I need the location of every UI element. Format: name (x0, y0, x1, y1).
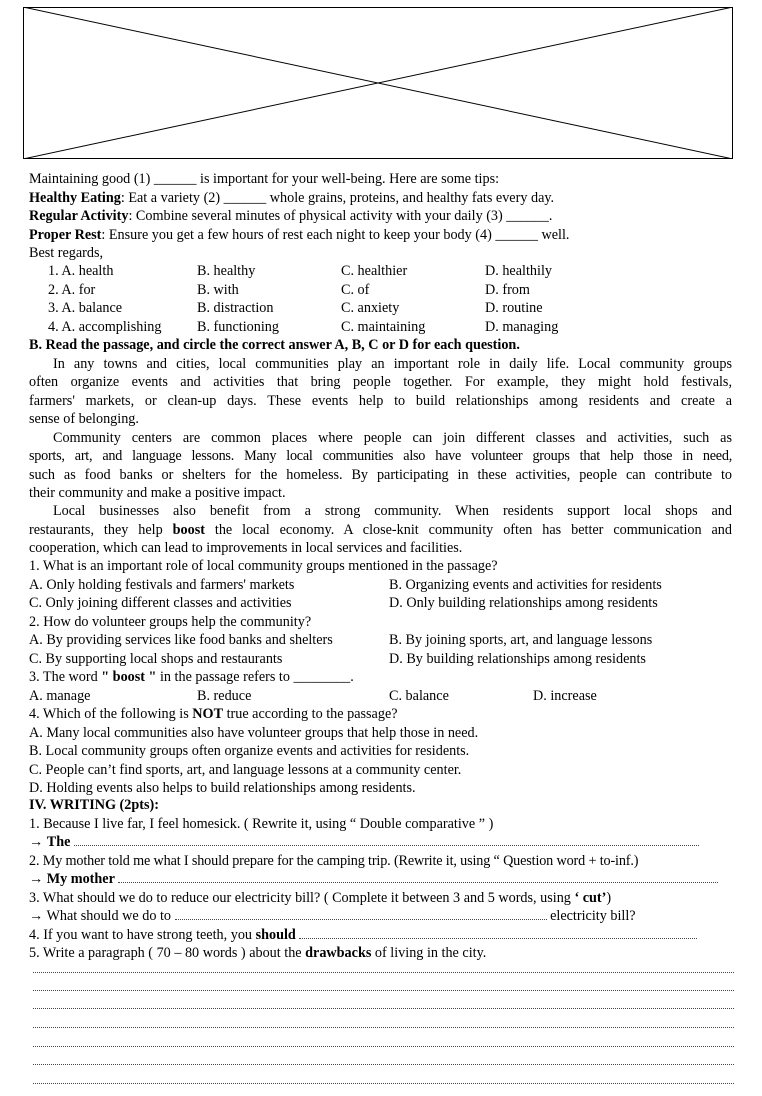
q3-option-b: B. reduce (197, 687, 252, 704)
writing-task-5: 5. Write a paragraph ( 70 – 80 words ) about the drawbacks of living in the city. (29, 945, 487, 961)
answer-line[interactable] (33, 1046, 734, 1047)
reading-heading: B. Read the passage, and circle the correct answer A, B, C or D for each question. (29, 337, 520, 353)
q2-option-b: B. By joining sports, art, and language lessons (389, 632, 653, 648)
writing-heading: IV. WRITING (2pts): (29, 797, 159, 813)
option-d: D. routine (485, 300, 543, 316)
image-placeholder (23, 7, 733, 159)
writing-task-2: 2. My mother told me what I should prepare for the camping trip. (Rewrite it, using “ Question word + to-inf.) (29, 852, 639, 869)
option-c: C. anxiety (341, 300, 400, 316)
answer-line[interactable] (175, 907, 547, 920)
option-a: 4. A. accomplishing (48, 318, 162, 335)
cloze-intro: Maintaining good (1) ______ is important for your well-being. Here are some tips: (29, 171, 500, 187)
writing-task-4[interactable]: 4. If you want to have strong teeth, you should (29, 926, 734, 944)
option-c: C. of (341, 281, 370, 298)
q4-option-c: C. People can’t find sports, art, and language lessons at a community center. (29, 761, 462, 778)
q2-option-d: D. By building relationships among residents (389, 650, 646, 667)
tip-healthy-eating: Healthy Eating: Eat a variety (2) ______ whole grains, proteins, and healthy fats every day. (29, 189, 555, 206)
option-d: D. healthily (485, 263, 552, 279)
option-b: B. functioning (197, 318, 279, 335)
q4-option-b: B. Local community groups often organize events and activities for residents. (29, 743, 470, 759)
q4-option-a: A. Many local communities also have volunteer groups that help those in need. (29, 724, 479, 741)
option-d: D. from (485, 281, 530, 298)
answer-line[interactable] (33, 972, 734, 973)
writing-task-3: 3. What should we do to reduce our electricity bill? ( Complete it between 3 and 5 words, using ‘ cut’) (29, 889, 612, 906)
writing-answer-1[interactable]: → The (29, 833, 734, 851)
option-c: C. healthier (341, 263, 408, 279)
answer-line[interactable] (33, 1083, 734, 1084)
option-b: B. distraction (197, 300, 274, 316)
option-a: 1. A. health (48, 263, 114, 279)
q1-option-b: B. Organizing events and activities for residents (389, 576, 662, 593)
q2-option-a: A. By providing services like food banks and shelters (29, 632, 333, 648)
option-b: B. with (197, 281, 239, 298)
writing-task-1: 1. Because I live far, I feel homesick. ( Rewrite it, using “ Double comparative ” ) (29, 815, 494, 832)
q1-option-c: C. Only joining different classes and activities (29, 595, 292, 611)
q3-option-c: C. balance (389, 687, 449, 704)
q3-option-a: A. manage (29, 687, 91, 704)
answer-line[interactable] (299, 926, 697, 939)
writing-answer-2[interactable]: → My mother (29, 870, 734, 888)
q3-option-d: D. increase (533, 687, 597, 704)
option-a: 3. A. balance (48, 300, 123, 316)
answer-line[interactable] (33, 1027, 734, 1028)
answer-line[interactable] (33, 990, 734, 991)
q2-option-c: C. By supporting local shops and restaurants (29, 650, 283, 667)
answer-line[interactable] (118, 870, 718, 883)
option-b: B. healthy (197, 263, 256, 279)
closing-text: Best regards, (29, 245, 104, 261)
tip-proper-rest: Proper Rest: Ensure you get a few hours of rest each night to keep your body (4) ______ well. (29, 226, 570, 243)
tip-regular-activity: Regular Activity: Combine several minutes of physical activity with your daily (3) ______. (29, 208, 553, 224)
q1-option-d: D. Only building relationships among residents (389, 595, 658, 611)
answer-line[interactable] (33, 1064, 734, 1065)
question-4: 4. Which of the following is NOT true according to the passage? (29, 706, 398, 722)
answer-line[interactable] (33, 1008, 734, 1009)
question-2: 2. How do volunteer groups help the community? (29, 613, 312, 630)
option-a: 2. A. for (48, 281, 96, 298)
option-c: C. maintaining (341, 318, 426, 335)
writing-answer-3[interactable]: → What should we do to electricity bill? (29, 908, 636, 924)
answer-line[interactable] (74, 833, 699, 846)
question-1: 1. What is an important role of local community groups mentioned in the passage? (29, 558, 498, 574)
q4-option-d: D. Holding events also helps to build relationships among residents. (29, 780, 416, 796)
option-d: D. managing (485, 318, 559, 335)
question-3: 3. The word " boost " in the passage refers to ________. (29, 669, 354, 685)
q1-option-a: A. Only holding festivals and farmers' markets (29, 576, 295, 593)
